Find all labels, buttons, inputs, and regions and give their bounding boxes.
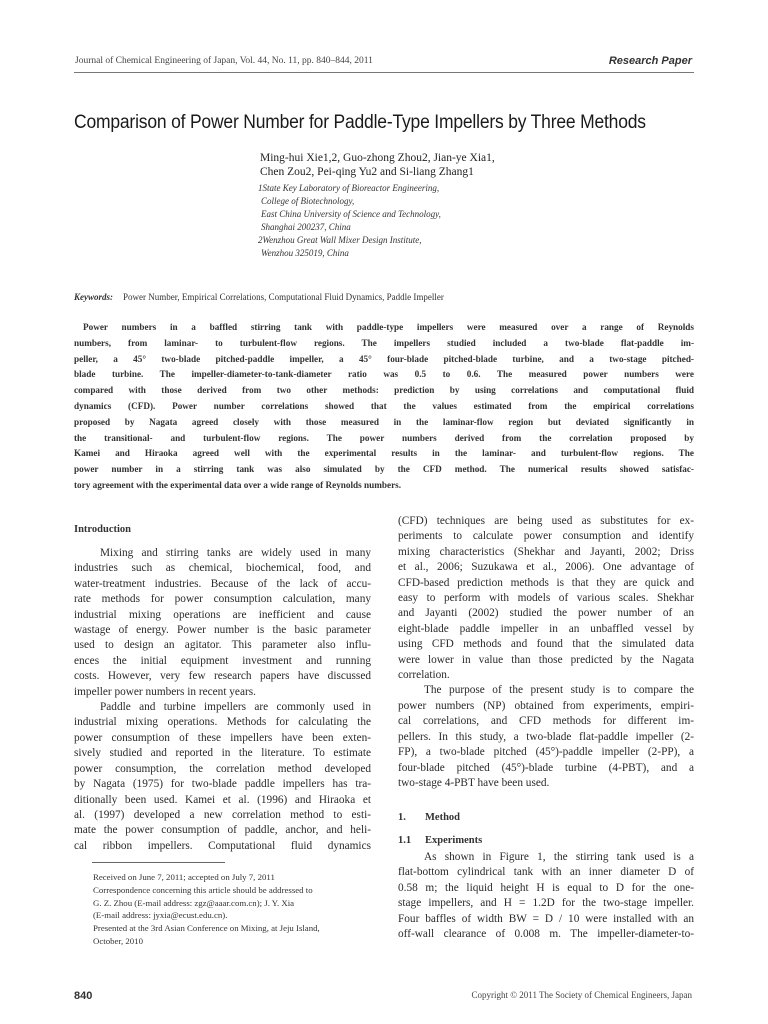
body-line: costs. However, very few research papers have discussed: [74, 670, 371, 683]
abstract: [74, 320, 694, 494]
paper-type-label: Research Paper: [608, 55, 692, 67]
body-line: easy to perform with models of various scales. Shekhar: [398, 592, 694, 605]
body-line: off-wall clearance of 0.008 m. The impeller-diameter-to-: [398, 928, 694, 941]
keywords-label: Keywords:: [74, 292, 113, 302]
body-line: pellers. In this study, a two-blade flat-paddle impeller (2-: [398, 730, 694, 743]
body-line: impeller power numbers in recent years.: [74, 685, 256, 698]
body-line: Mixing and stirring tanks are widely used in many: [100, 547, 371, 559]
body-line: four-blade pitched (45°)-blade turbine (4-PBT), and a: [398, 761, 694, 774]
abstract-line: blade turbine. The impeller-diameter-to-tank-diameter ratio was 0.5 to 0.6. The measured power numbers were: [74, 369, 694, 380]
method-heading: [398, 812, 460, 823]
body-line: correlation.: [398, 669, 450, 682]
body-line: flat-bottom cylindrical tank with an inner diameter D of: [398, 866, 694, 879]
footnote-line: Received on June 7, 2011; accepted on July 7, 2011: [93, 872, 275, 882]
abstract-line: Power numbers in a baffled stirring tank with paddle-type impellers were measured over a range of Reynolds: [83, 322, 694, 332]
affiliation-line: East China University of Science and Technology,: [261, 209, 441, 219]
abstract-line: numbers, from laminar- to turbulent-flow regions. The impellers studied included a two-blade flat-paddle im-: [74, 337, 694, 348]
header-divider: [74, 72, 694, 73]
affiliation-line: 2Wenzhou Great Wall Mixer Design Institute,: [258, 235, 422, 245]
keywords-text: Power Number, Empirical Correlations, Computational Fluid Dynamics, Paddle Impeller: [123, 292, 444, 302]
body-line: power consumption, the correlation method developed: [74, 762, 371, 775]
experiments-title: Experiments: [425, 835, 483, 846]
author-line-1: Ming-hui Xie1,2, Guo-zhong Zhou2, Jian-ye Xia1,: [260, 152, 495, 164]
affiliation-line: 1State Key Laboratory of Bioreactor Engineering,: [258, 183, 440, 193]
copyright-notice: Copyright © 2011 The Society of Chemical Engineers, Japan: [471, 990, 692, 1000]
body-line: industrial mixing operations are inefficient and cause: [74, 608, 371, 621]
body-line: The purpose of the present study is to compare the: [424, 684, 694, 697]
body-line: cal ribbon impellers. Computational fluid dynamics: [74, 839, 371, 852]
experiments-heading: [398, 835, 482, 846]
body-line: and Jayanti (2002) studied the power number of an: [398, 607, 694, 620]
body-line: by Nagata (1975) for two-blade paddle impellers has tra-: [74, 778, 371, 791]
body-line: used to design an agitator. This parameter also influ-: [74, 639, 371, 652]
abstract-line: dynamics (CFD). Power number correlations showed that the values estimated from the empirical correlations: [74, 400, 694, 411]
abstract-line: compared with those derived from two other methods: prediction by using correlations and computational fluid: [74, 385, 694, 396]
footnote-divider: [92, 862, 225, 863]
body-line: rate methods for power consumption calculation, many: [74, 593, 371, 606]
body-line: water-treatment industries. Because of the lack of accu-: [74, 577, 371, 590]
footnotes: [93, 871, 373, 948]
body-line: Four baffles of width BW = D / 10 were installed with an: [398, 912, 694, 925]
affiliation-line: College of Biotechnology,: [261, 196, 355, 206]
experiments-body: [398, 850, 694, 942]
method-title: Method: [425, 812, 460, 823]
page-number: 840: [74, 990, 93, 1002]
body-line: cal correlations, and CFD methods for different im-: [398, 715, 694, 728]
footnote-line: Correspondence concerning this article should be addressed to: [93, 884, 313, 895]
body-line: industries such as chemical, biochemical, food, and: [74, 562, 371, 575]
body-line: al. (1997) developed a new correlation method to esti-: [74, 808, 371, 821]
introduction-body: [74, 546, 371, 854]
body-line: et al., 2006; Suzukawa et al., 2006). One advantage of: [398, 561, 694, 574]
body-line: mixing characteristics (Shekhar and Jayanti, 2002; Driss: [398, 545, 694, 558]
affiliation-line: Shanghai 200237, China: [261, 222, 351, 232]
body-line: were lower in value than those predicted by the Nagata: [398, 653, 694, 666]
abstract-line: the transitional- and turbulent-flow regions. The power numbers derived from the correlation proposed by: [74, 432, 694, 443]
body-line: 0.58 m; the liquid height H is equal to D for the one-: [398, 881, 694, 894]
body-line: power consumption of these impellers have been exten-: [74, 731, 371, 744]
body-line: ences the initial equipment investment and running: [74, 654, 371, 667]
body-line: two-stage 4-PBT have been used.: [398, 776, 550, 789]
body-line: FP), a two-blade pitched (45°)-paddle impeller (2-PP), a: [398, 746, 694, 759]
body-line: As shown in Figure 1, the stirring tank used is a: [424, 851, 694, 863]
affiliation-line: Wenzhou 325019, China: [261, 248, 349, 258]
body-line: using CFD methods and found that the simulated data: [398, 638, 694, 651]
right-column-body: [398, 514, 694, 791]
experiments-number: 1.1: [398, 835, 412, 846]
body-line: mate the power consumption of paddle, anchor, and heli-: [74, 824, 371, 837]
abstract-line: proposed by Nagata agreed closely with those measured in the laminar-flow region but deviated significantly in: [74, 416, 694, 427]
abstract-line: Kamei and Hiraoka agreed well with the experimental results in the laminar- and turbulent-flow regions. The: [74, 448, 694, 459]
journal-citation: Journal of Chemical Engineering of Japan, Vol. 44, No. 11, pp. 840–844, 2011: [75, 56, 373, 66]
body-line: Paddle and turbine impellers are commonly used in: [100, 701, 371, 714]
abstract-line: power number in a stirring tank was also simulated by the CFD method. The numerical results showed satisfac-: [74, 464, 694, 475]
body-line: industrial mixing operations. Methods for calculating the: [74, 716, 371, 729]
paper-title: Comparison of Power Number for Paddle-Type Impellers by Three Methods: [74, 112, 646, 133]
abstract-line: tory agreement with the experimental data over a wide range of Reynolds numbers.: [74, 479, 402, 490]
author-list: [260, 151, 495, 179]
introduction-heading: Introduction: [74, 524, 131, 535]
body-line: sively studied and reported in the literature. To estimate: [74, 747, 371, 760]
footnote-line: G. Z. Zhou (E-mail address: zgz@aaar.com.cn); J. Y. Xia: [93, 897, 295, 908]
body-line: wastage of energy. Power number is the basic parameter: [74, 624, 371, 637]
body-line: power numbers (NP) obtained from experiments, empiri-: [398, 699, 694, 712]
affiliations: [258, 182, 441, 260]
body-line: stage impellers, and H = 1.2D for the two-stage impeller.: [398, 897, 694, 910]
body-line: CFD-based prediction methods is that they are quick and: [398, 576, 694, 589]
body-line: ditionally been used. Kamei et al. (1996) and Hiraoka et: [74, 793, 371, 806]
body-line: periments to calculate power consumption and identify: [398, 530, 694, 543]
method-number: 1.: [398, 812, 406, 823]
footnote-line: Presented at the 3rd Asian Conference on Mixing, at Jeju Island,: [93, 923, 320, 934]
author-line-2: Chen Zou2, Pei-qing Yu2 and Si-liang Zhang1: [260, 166, 474, 178]
abstract-line: peller, a 45° two-blade pitched-paddle impeller, a 45° four-blade pitched-blade turbine, and a two-stage pitched-: [74, 353, 694, 364]
keywords: [74, 292, 444, 302]
footnote-line: October, 2010: [93, 935, 143, 946]
footnote-line: (E-mail address: jyxia@ecust.edu.cn).: [93, 910, 228, 921]
body-line: (CFD) techniques are being used as substitutes for ex-: [398, 515, 694, 527]
body-line: eight-blade paddle impeller in an unbaffled vessel by: [398, 622, 694, 635]
